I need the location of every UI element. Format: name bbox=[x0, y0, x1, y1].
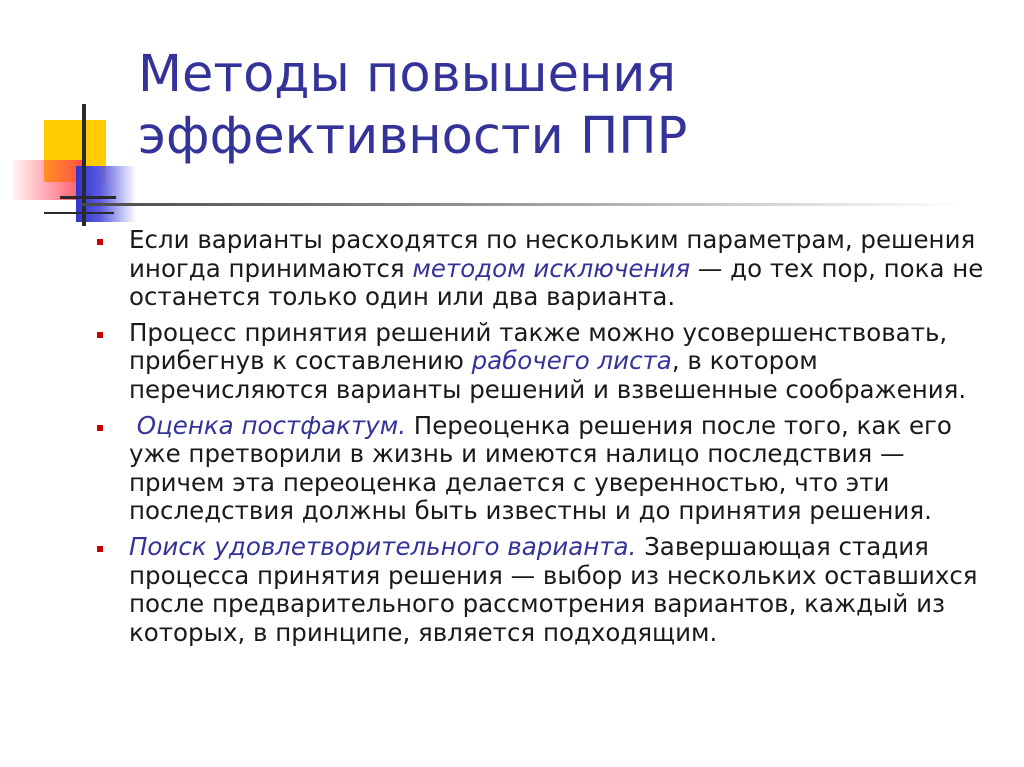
decor-horizontal-line-lower bbox=[44, 212, 114, 214]
bullet-text: — до тех пор, пока не останется только один или два варианта. bbox=[129, 253, 984, 312]
bullet-item bbox=[96, 226, 996, 312]
bullet-text bbox=[129, 411, 137, 440]
slide-title-line-2: эффективности ППР bbox=[138, 107, 688, 166]
bullet-text: Завершающая стадия процесса принятия решения — выбор из нескольких оставшихся после предварительного рассмотрения вариантов, каждый из которых, в принципе, является подходящим. bbox=[129, 531, 978, 647]
bullet-emphasis: методом исключения bbox=[412, 253, 691, 283]
bullet-text: Процесс принятия решений также можно усовершенствовать, прибегнув к составлению bbox=[129, 317, 948, 376]
bullet-item bbox=[96, 533, 996, 647]
slide-title bbox=[138, 44, 998, 168]
title-underline-rule bbox=[82, 203, 962, 206]
bullet-item bbox=[96, 319, 996, 405]
bullet-text: Переоценка решения после того, как его уже претворили в жизнь и имеются налицо последствия — причем эта переоценка делается с уверенностью, что эти последствия должны быть известны и до принятия решения. bbox=[129, 410, 952, 526]
bullet-list bbox=[96, 226, 996, 654]
bullet-square-icon bbox=[97, 239, 103, 245]
bullet-text: , в котором перечисляются варианты решений и взвешенные соображения. bbox=[129, 346, 967, 404]
decor-vertical-line bbox=[82, 104, 86, 226]
bullet-square-icon bbox=[97, 546, 103, 552]
bullet-emphasis: рабочего листа bbox=[471, 346, 672, 376]
bullet-emphasis: Поиск удовлетворительного варианта. bbox=[129, 531, 637, 561]
bullet-square-icon bbox=[97, 332, 103, 338]
decor-red-bar bbox=[12, 160, 82, 200]
decor-horizontal-line bbox=[60, 196, 116, 199]
bullet-emphasis: Оценка постфактум. bbox=[136, 410, 406, 440]
bullet-square-icon bbox=[97, 425, 103, 431]
slide-title-line-1: Методы повышения bbox=[138, 45, 677, 104]
bullet-text: Если варианты расходятся по нескольким параметрам, решения иногда принимаются bbox=[129, 225, 976, 283]
bullet-item bbox=[96, 412, 996, 526]
